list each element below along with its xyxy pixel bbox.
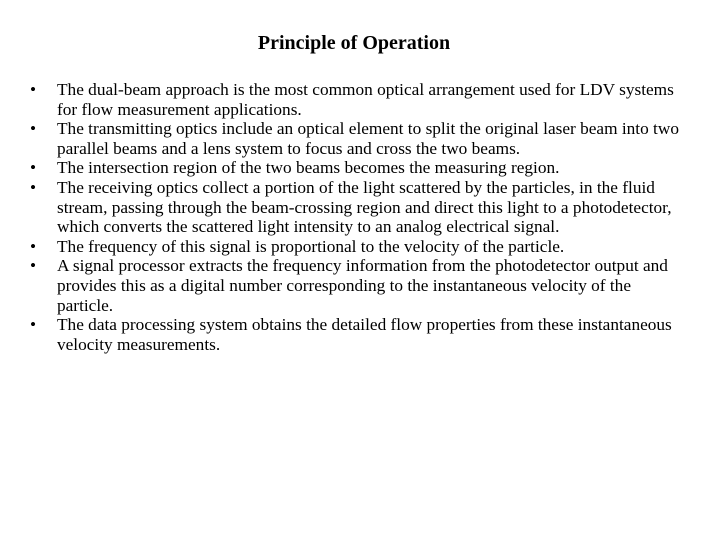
bullet-icon: •	[30, 119, 37, 139]
bullet-icon: •	[30, 236, 37, 256]
list-item: • The dual-beam approach is the most common optical arrangement used for LDV systems for flow measurement applications.	[30, 80, 674, 119]
page-title: Principle of Operation	[257, 32, 451, 54]
bullet-icon: •	[30, 158, 37, 178]
bullet-icon: •	[30, 80, 37, 99]
bullet-icon: •	[30, 256, 37, 276]
list-item: • The transmitting optics include an optical element to split the original laser beam into two parallel beams and a lens system to focus and cross the two beams.	[30, 119, 679, 158]
list-item: • A signal processor extracts the frequency information from the photodetector output and provides this as a digital number corresponding to the instantaneous velocity of the particle.	[30, 256, 668, 315]
list-item: • The receiving optics collect a portion of the light scattered by the particles, in the fluid stream, passing through the beam-crossing region and direct this light to a photodetector, which converts the scattered light intensity to an analog electrical signal.	[30, 177, 672, 237]
list-item: • The frequency of this signal is proportional to the velocity of the particle.	[30, 236, 565, 256]
list-item: • The data processing system obtains the detailed flow properties from these instantaneous velocity measurements.	[30, 315, 672, 354]
bullet-list	[30, 80, 690, 354]
bullet-icon: •	[30, 315, 37, 335]
list-item: • The intersection region of the two beams becomes the measuring region.	[30, 158, 560, 178]
bullet-icon: •	[30, 177, 37, 197]
